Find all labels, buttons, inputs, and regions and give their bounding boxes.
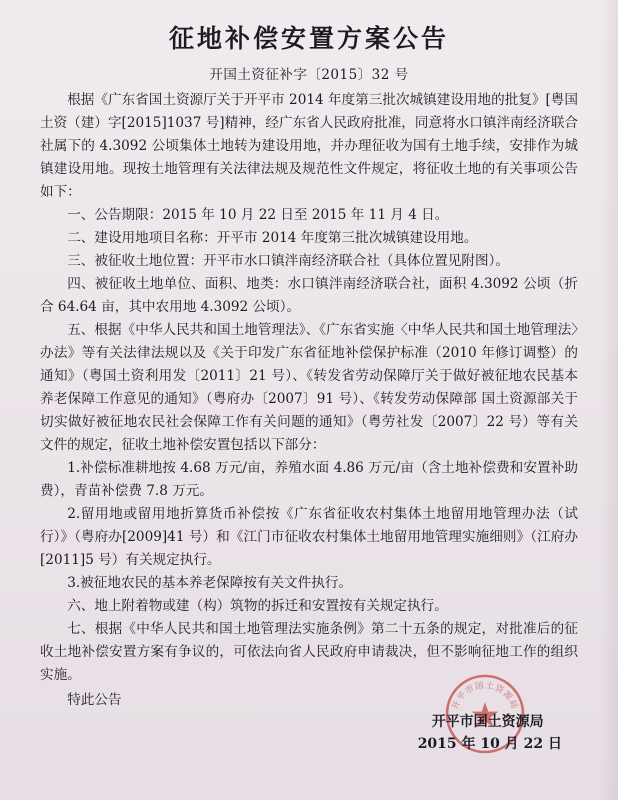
seal-text: 开平市国土资源局 bbox=[450, 680, 520, 712]
item-land-unit-area: 四、被征收土地单位、面积、地类：水口镇泮南经济联合社，面积 4.3092 公顷（折合 64.64 亩，其中农用地 4.3092 公顷）。 bbox=[40, 276, 578, 315]
document-body bbox=[40, 89, 578, 712]
item-announcement-period: 一、公告期限：2015 年 10 月 22 日至 2015 年 11 月 4 日。 bbox=[67, 207, 449, 223]
subitem-compensation-standard: 1.补偿标准耕地按 4.68 万元/亩，养殖水面 4.86 万元/亩（含土地补偿费和安置补助费），青苗补偿费 7.8 万元。 bbox=[40, 460, 578, 499]
closing-phrase: 特此公告 bbox=[67, 692, 122, 708]
item-dispute: 七、根据《中华人民共和国土地管理法实施条例》第二十五条的规定，对批准后的征收土地补偿安置方案有争议的，可依法向省人民政府申请裁决，但不影响征地工作的组织实施。 bbox=[40, 621, 578, 683]
item-legal-basis: 五、根据《中华人民共和国土地管理法》、《广东省实施〈中华人民共和国土地管理法〉办法》等有关法律法规以及《关于印发广东省征地补偿保护标准（2010 年修订调整）的通知》（粤国土资利用发〔2011〕21 号）、《转发省劳动保障厅关于做好被征地农民基本养老保障工作意见的通知》（粤府办〔2007〕91 号）、《转发劳动保障部 国土资源部关于切实做好被征地农民社会保障工作有关问题的通知》（粤劳社发〔2007〕22 号）等有关文件的规定，征收土地补偿安置包括以下部分： bbox=[40, 322, 578, 453]
intro-paragraph: 根据《广东省国土资源厅关于开平市 2014 年度第三批次城镇建设用地的批复》[粤国土资（建）字[2015]1037 号]精神，经广东省人民政府批准，同意将水口镇泮南经济联合社属下的 4.3092 公顷集体土地转为建设用地，并办理征收为国有土地手续，安排作为城镇建设用地。现按土地管理有关法律法规及规范性文件规定，将征收土地的有关事项公告如下： bbox=[40, 92, 579, 200]
subitem-pension: 3.被征地农民的基本养老保障按有关文件执行。 bbox=[67, 575, 353, 591]
item-land-location: 三、被征收土地位置：开平市水口镇泮南经济联合社（具体位置见附图）。 bbox=[67, 253, 509, 269]
issuing-organization: 开平市国土资源局 bbox=[431, 714, 544, 730]
item-demolition: 六、地上附着物或建（构）筑物的拆迁和安置按有关规定执行。 bbox=[67, 598, 448, 614]
item-project-name: 二、建设用地项目名称：开平市 2014 年度第三批次城镇建设用地。 bbox=[67, 230, 478, 246]
issue-date: 2015 年 10 月 22 日 bbox=[417, 736, 562, 752]
document-title: 征地补偿安置方案公告 bbox=[168, 24, 449, 53]
document-number: 开国土资征补字〔2015〕32 号 bbox=[209, 67, 409, 83]
signature-block bbox=[418, 711, 562, 755]
subitem-reserved-land: 2.留用地或留用地折算货币补偿按《广东省征收农村集体土地留用地管理办法（试行）》（粤府办[2009]41 号）和《江门市征收农村集体土地留用地管理实施细则》（江府办[2011]5 号）有关规定执行。 bbox=[40, 506, 578, 568]
